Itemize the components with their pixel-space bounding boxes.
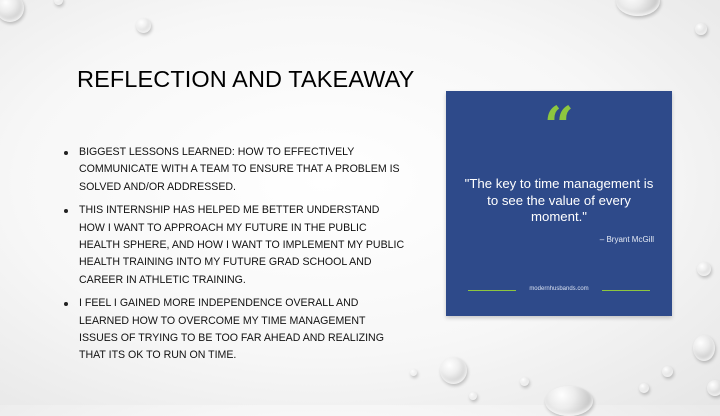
water-droplet [707,380,720,396]
water-droplet [545,386,593,416]
water-droplet [616,0,660,16]
bullet-dot-icon [64,209,68,213]
quote-card [446,91,672,316]
quote-author: – Bryant McGill [599,235,654,244]
water-droplet [469,392,477,400]
water-droplet [697,262,711,276]
water-droplet [0,0,24,22]
quote-source: modernhusbands.com [529,286,589,292]
bullet-text: I FEEL I GAINED MORE INDEPENDENCE OVERALL AND LEARNED HOW TO OVERCOME MY TIME MANAGEMENT ISSUES OF TRYING TO BE TOO FAR AHEAD AND REALIZING THAT ITS OK TO RUN ON TIME. [79,297,384,362]
bullet-list [62,144,407,371]
bullet-text: THIS INTERNSHIP HAS HELPED ME BETTER UNDERSTAND HOW I WANT TO APPROACH MY FUTURE IN THE PUBLIC HEALTH SPHERE, AND HOW I WANT TO IMPLEMENT MY PUBLIC HEALTH TRAINING INTO MY FUTURE GRAD SCHOOL AND CAREER IN ATHLETIC TRAINING. [79,204,405,286]
quote-mark-icon: “ [544,96,574,157]
slide-title: REFLECTION AND TAKEAWAY [77,66,415,92]
water-droplet [695,23,707,35]
water-droplet [136,18,151,33]
bullet-item [62,202,407,289]
water-droplet [639,383,649,393]
water-droplet [440,357,467,384]
water-droplet [520,377,529,386]
bullet-dot-icon [64,151,68,155]
bullet-dot-icon [64,302,68,306]
water-droplet [662,366,673,377]
bullet-item [62,144,407,196]
bullet-text: BIGGEST LESSONS LEARNED: HOW TO EFFECTIVELY COMMUNICATE WITH A TEAM TO ENSURE THAT A PROBLEM IS SOLVED AND/OR ADDRESSED. [79,146,400,193]
water-droplet [54,0,63,5]
water-droplet [410,369,417,376]
bullet-item [62,295,407,365]
water-droplet [693,335,715,361]
quote-text: "The key to time management is to see the value of every moment." [464,176,654,224]
